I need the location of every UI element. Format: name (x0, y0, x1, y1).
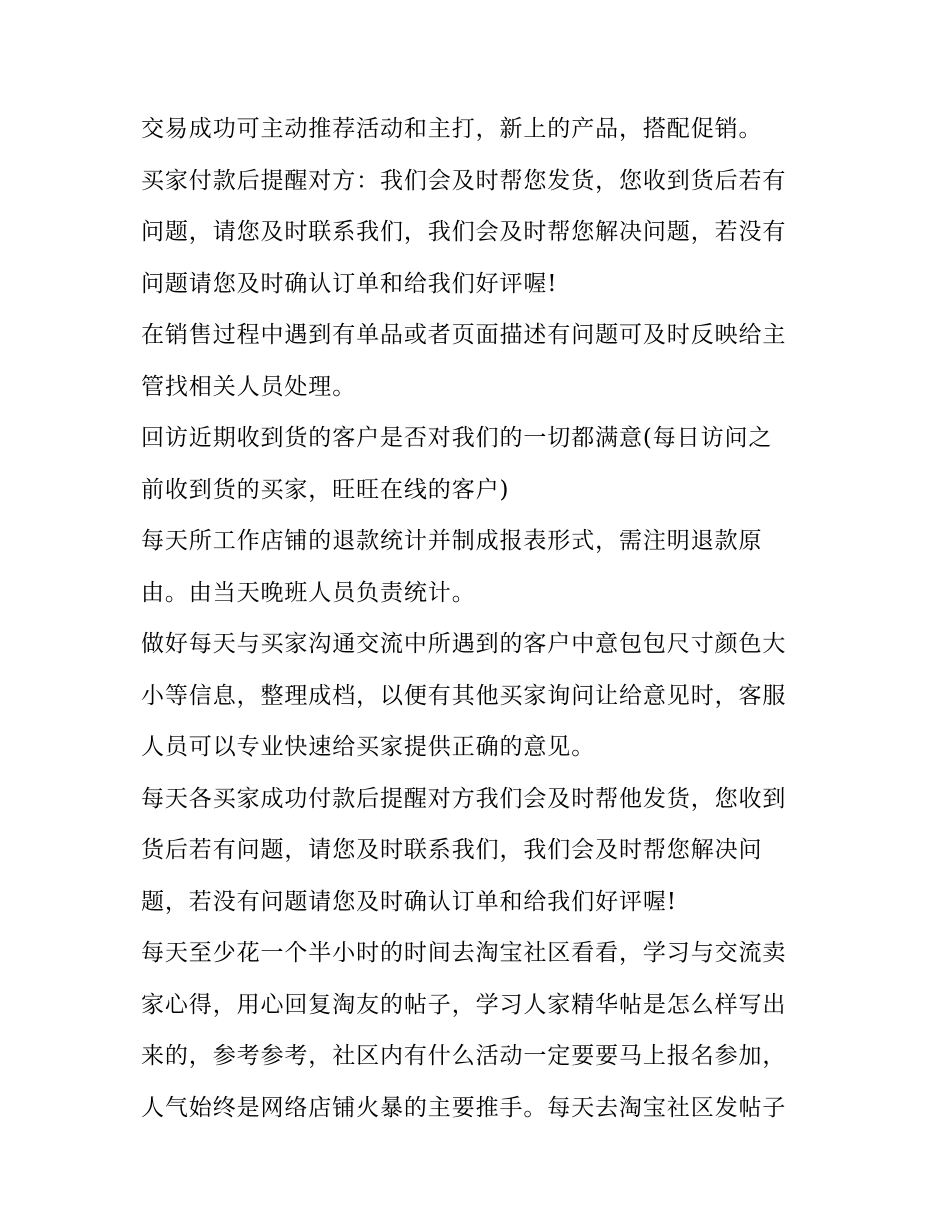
paragraph-community-activity (141, 928, 830, 1134)
text-line: 来的，参考参考，社区内有什么活动一定要要马上报名参加， (141, 1043, 787, 1069)
text-line: 买家付款后提醒对方：我们会及时帮您发货，您收到货后若有 (141, 167, 787, 194)
paragraph-follow-up-visits (141, 413, 830, 516)
text-line: 问题请您及时确认订单和给我们好评喔! (141, 270, 558, 297)
text-line: 在销售过程中遇到有单品或者页面描述有问题可及时反映给主 (141, 322, 787, 348)
text-line: 人气始终是网络店铺火暴的主要推手。每天去淘宝社区发帖子 (141, 1094, 787, 1121)
text-line: 问题，请您及时联系我们，我们会及时帮您解决问题，若没有 (141, 219, 787, 245)
text-line: 由。由当天晚班人员负责统计。 (141, 579, 476, 606)
text-line: 每天至少花一个半小时的时间去淘宝社区看看，学习与交流卖 (141, 940, 787, 966)
paragraph-payment-reminder (141, 156, 830, 311)
text-line: 交易成功可主动推荐活动和主打，新上的产品，搭配促销。 (141, 116, 763, 142)
text-line: 管找相关人员处理。 (141, 373, 357, 400)
paragraph-refund-statistics (141, 516, 830, 619)
text-line: 家心得，用心回复淘友的帖子，学习人家精华帖是怎么样写出 (141, 991, 787, 1018)
text-line: 题，若没有问题请您及时确认订单和给我们好评喔! (141, 888, 677, 915)
text-line: 每天各买家成功付款后提醒对方我们会及时帮他发货，您收到 (141, 785, 787, 812)
text-line: 人员可以专业快速给买家提供正确的意见。 (141, 734, 596, 760)
paragraph-shipping-reminder (141, 774, 830, 929)
text-line: 货后若有问题，请您及时联系我们，我们会及时帮您解决问 (141, 837, 763, 863)
text-line: 每天所工作店铺的退款统计并制成报表形式，需注明退款原 (141, 528, 763, 554)
text-line: 做好每天与买家沟通交流中所遇到的客户中意包包尺寸颜色大 (141, 631, 787, 657)
text-line: 小等信息，整理成档，以便有其他买家询问让给意见时，客服 (141, 682, 787, 709)
text-line: 前收到货的买家，旺旺在线的客户) (141, 476, 510, 503)
paragraph-report-issues (141, 310, 830, 413)
paragraph-customer-preferences (141, 619, 830, 774)
text-line: 回访近期收到货的客户是否对我们的一切都满意(每日访问之 (141, 425, 773, 451)
paragraph-recommend-promotions (141, 104, 830, 156)
